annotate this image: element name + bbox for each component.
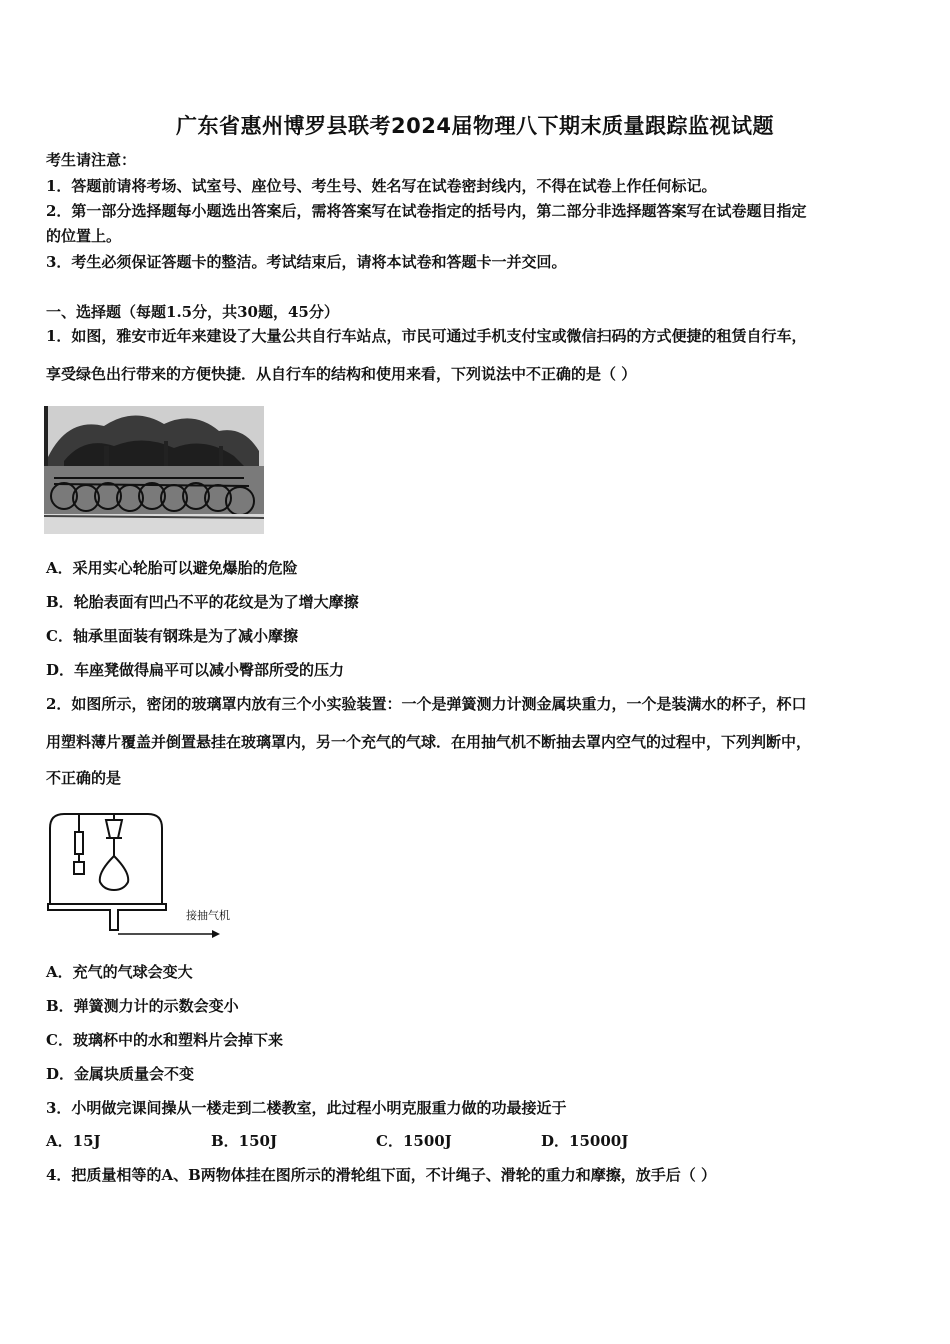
- q3-stem: 3．小明做完课间操从一楼走到二楼教室，此过程小明克服重力做的功最接近于: [46, 1099, 567, 1117]
- notice-heading: 考生请注意：: [46, 151, 137, 169]
- bell-jar-diagram: [44, 808, 264, 943]
- q1-stem-line1: 1．如图，雅安市近年来建设了大量公共自行车站点，市民可通过手机支付宝或微信扫码的方式便捷的租赁自行车，: [46, 327, 807, 345]
- q3-option-d: D．15000J: [541, 1132, 629, 1150]
- q2-option-c: C．玻璃杯中的水和塑料片会掉下来: [46, 1031, 283, 1049]
- q2-option-a: A．充气的气球会变大: [46, 963, 193, 981]
- q1-option-b: B．轮胎表面有凹凸不平的花纹是为了增大摩擦: [46, 593, 359, 611]
- q3-option-b: B．150J: [211, 1132, 278, 1150]
- notice-item-2: 2．第一部分选择题每小题选出答案后，需将答案写在试卷指定的括号内，第二部分非选择题答案写在试卷题目指定: [46, 202, 807, 220]
- notice-item-1: 1．答题前请将考场、试室号、座位号、考生号、姓名写在试卷密封线内，不得在试卷上作任何标记。: [46, 177, 717, 195]
- section-heading: 一、选择题（每题1.5分，共30题，45分）: [46, 303, 339, 321]
- notice-item-2-cont: 的位置上。: [46, 227, 122, 245]
- q1-option-c: C．轴承里面装有钢珠是为了减小摩擦: [46, 627, 298, 645]
- q3-option-c: C．1500J: [376, 1132, 452, 1150]
- pump-label: 接抽气机: [186, 909, 230, 922]
- q2-option-b: B．弹簧测力计的示数会变小: [46, 997, 239, 1015]
- q1-stem-line2: 享受绿色出行带来的方便快捷．从自行车的结构和使用来看，下列说法中不正确的是（ ）: [46, 365, 637, 383]
- notice-item-3: 3．考生必须保证答题卡的整洁。考试结束后，请将本试卷和答题卡一并交回。: [46, 253, 567, 271]
- q2-option-d: D．金属块质量会不变: [46, 1065, 195, 1083]
- q4-stem: 4．把质量相等的A、B两物体挂在图所示的滑轮组下面，不计绳子、滑轮的重力和摩擦，放手后（ ）: [46, 1166, 716, 1184]
- q2-stem-line3: 不正确的是: [46, 769, 122, 787]
- q3-option-a: A．15J: [46, 1132, 101, 1150]
- q2-stem-line2: 用塑料薄片覆盖并倒置悬挂在玻璃罩内，另一个充气的气球．在用抽气机不断抽去罩内空气的过程中，下列判断中，: [46, 733, 812, 751]
- q1-option-a: A．采用实心轮胎可以避免爆胎的危险: [46, 559, 298, 577]
- q2-stem-line1: 2．如图所示，密闭的玻璃罩内放有三个小实验装置：一个是弹簧测力计测金属块重力，一个是装满水的杯子，杯口: [46, 695, 807, 713]
- exam-title: 广东省惠州博罗县联考2024届物理八下期末质量跟踪监视试题: [176, 114, 774, 138]
- q1-option-d: D．车座凳做得扁平可以减小臀部所受的压力: [46, 661, 345, 679]
- bicycle-station-image: [44, 406, 264, 534]
